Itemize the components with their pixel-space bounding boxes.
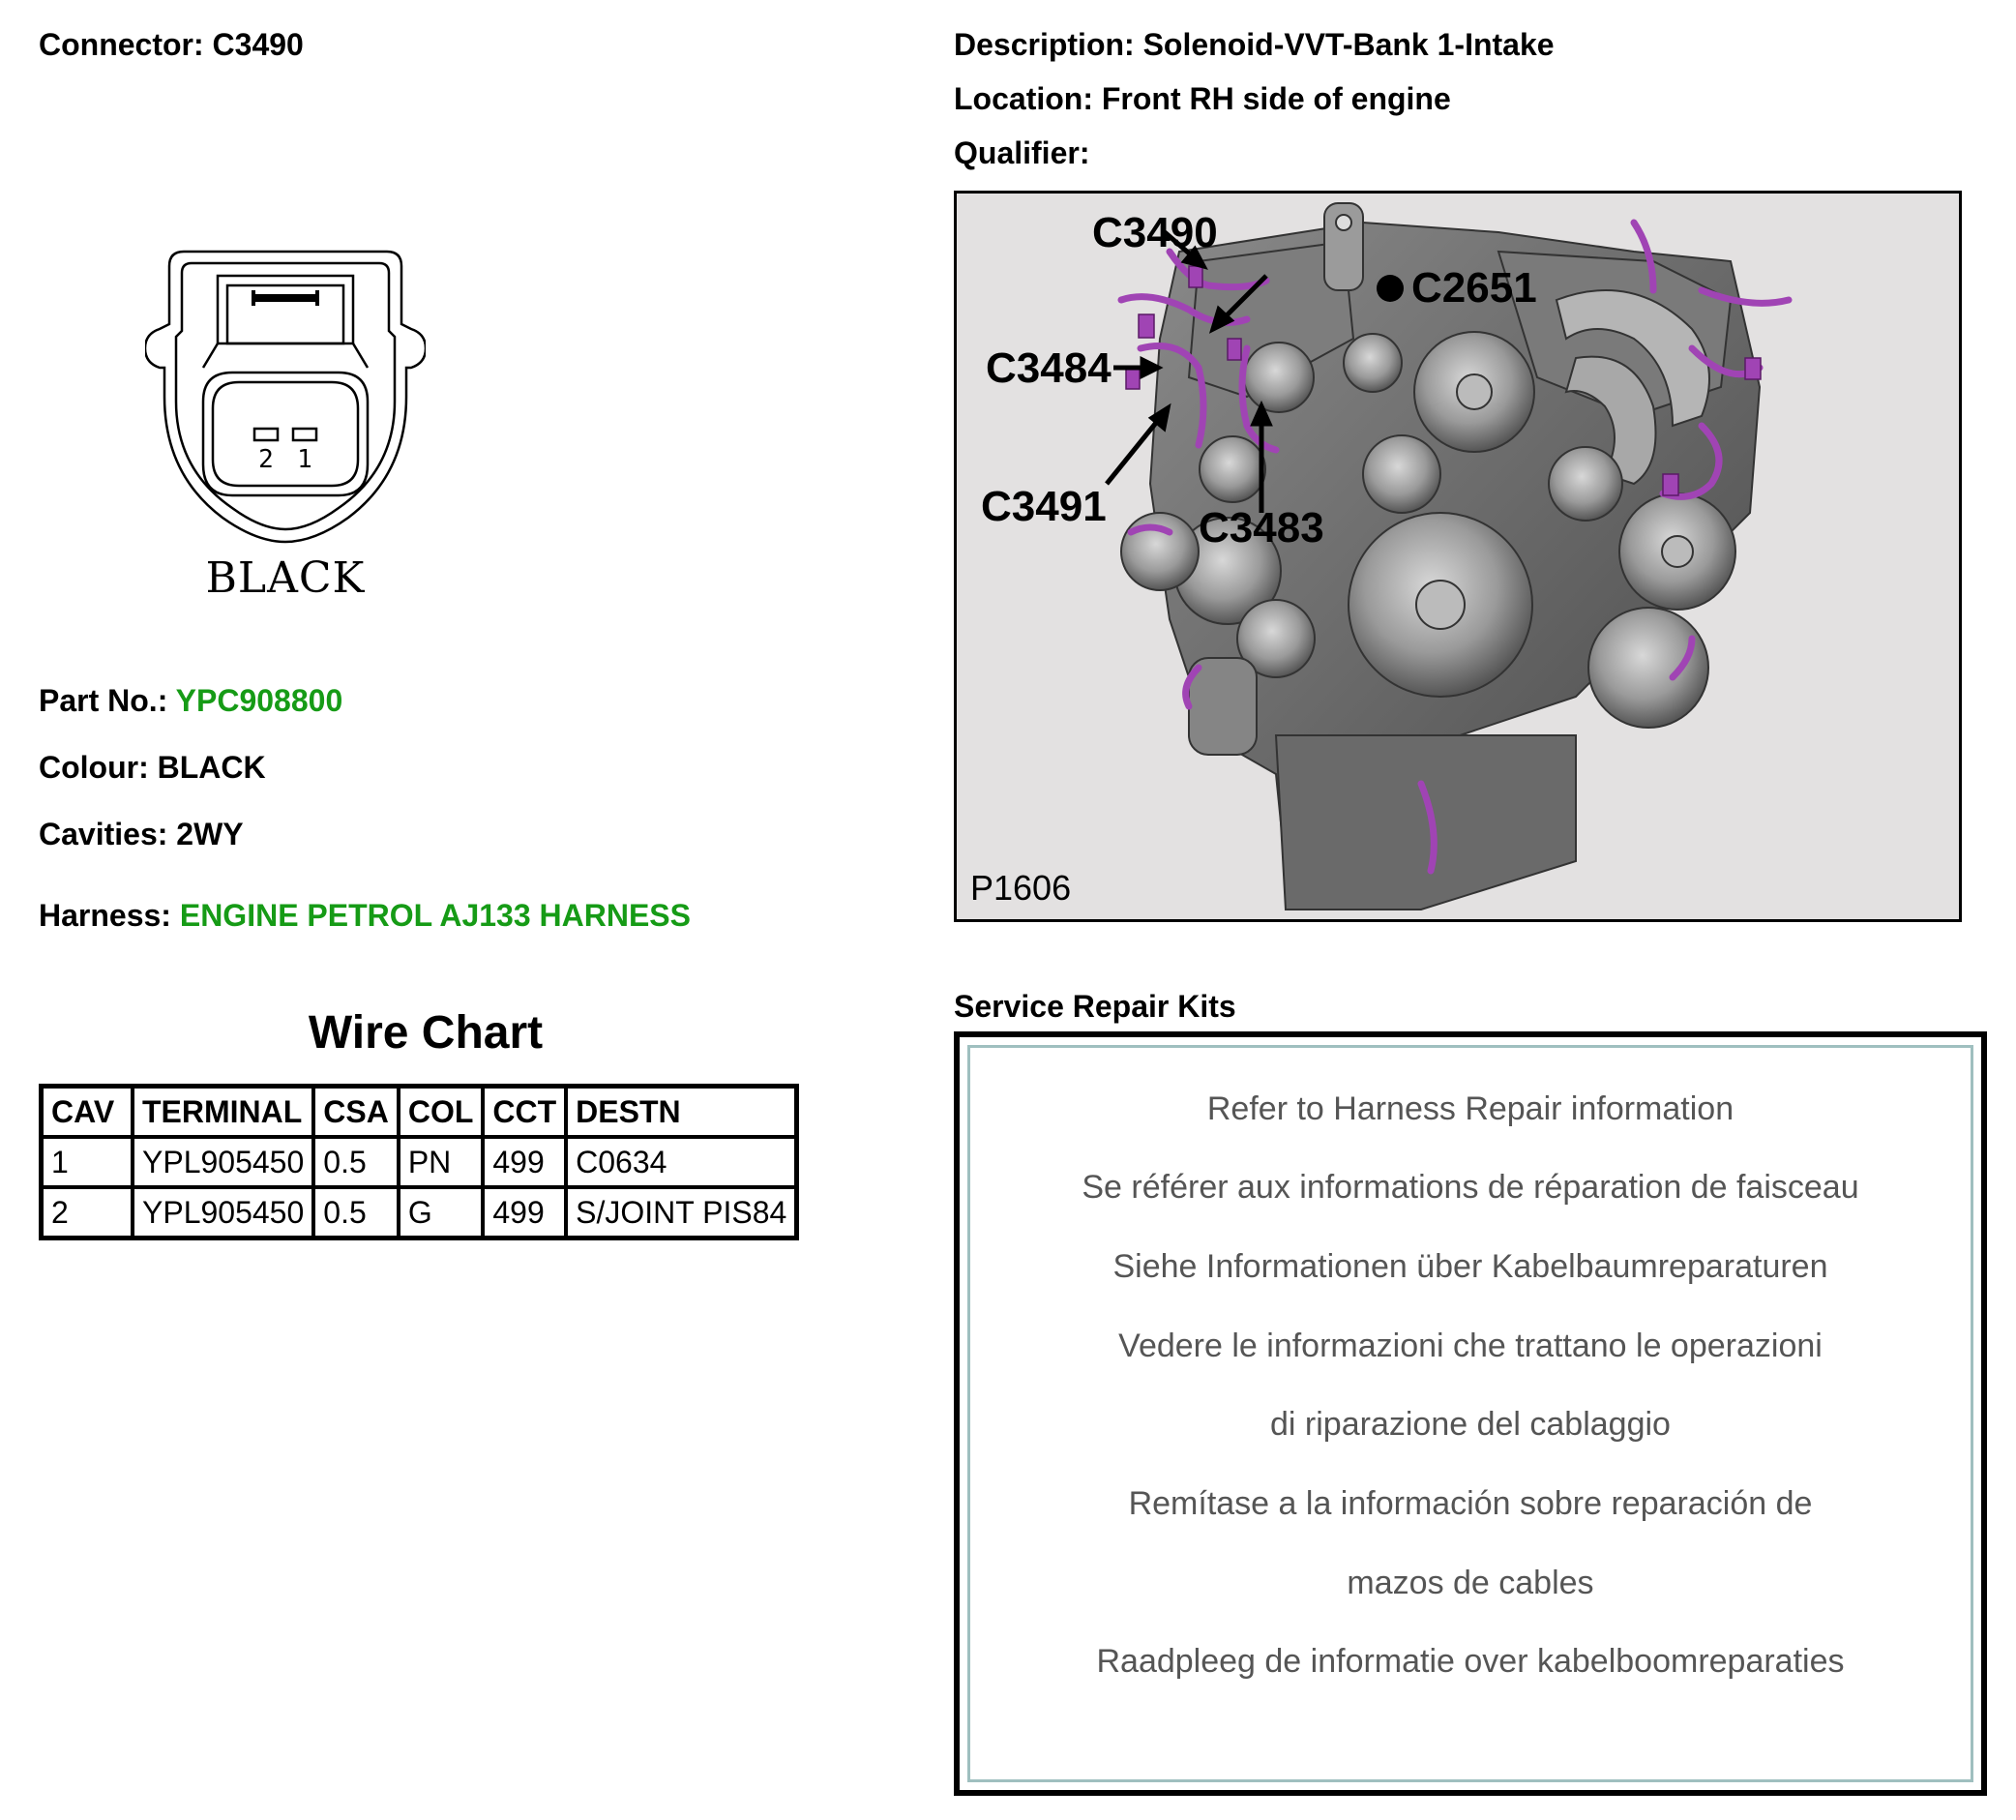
description-value: Solenoid-VVT-Bank 1-Intake	[1142, 27, 1555, 62]
cell-csa: 0.5	[313, 1137, 399, 1187]
cell-destn[interactable]: S/JOINT PIS84	[566, 1187, 797, 1238]
table-row	[42, 1137, 797, 1187]
wire-chart-title: Wire Chart	[308, 1007, 544, 1059]
colour-field	[39, 750, 266, 786]
callout-c3491: C3491	[981, 483, 1107, 530]
callout-c3490: C3490	[1092, 209, 1218, 256]
part-no-field	[39, 683, 342, 719]
figure-id-label: P1606	[970, 868, 1072, 908]
col-col: COL	[399, 1087, 484, 1138]
cavities-value: 2WY	[176, 817, 244, 851]
wire-chart-header-row	[42, 1087, 797, 1138]
cell-destn[interactable]: C0634	[566, 1137, 797, 1187]
cell-terminal: YPL905450	[133, 1187, 313, 1238]
cavities-field	[39, 817, 244, 852]
wire-chart-table	[39, 1084, 799, 1240]
cavities-label: Cavities:	[39, 817, 168, 851]
colour-label: Colour:	[39, 750, 149, 785]
srk-line-it-1: Vedere le informazioni che trattano le operazioni	[1118, 1328, 1823, 1364]
cell-csa: 0.5	[313, 1187, 399, 1238]
pin-label-2: 2	[258, 445, 274, 474]
col-cav: CAV	[42, 1087, 133, 1138]
part-no-link[interactable]: YPC908800	[175, 683, 343, 718]
col-destn: DESTN	[566, 1087, 797, 1138]
srk-line-es-1: Remítase a la información sobre reparación de	[1128, 1485, 1813, 1522]
srk-line-de: Siehe Informationen über Kabelbaumreparaturen	[1112, 1248, 1828, 1285]
location-field	[954, 81, 1451, 117]
engine-illustration	[957, 194, 1959, 919]
engine-location-image	[954, 191, 1962, 922]
cell-cct: 499	[483, 1137, 566, 1187]
cell-cct: 499	[483, 1187, 566, 1238]
cell-col: PN	[399, 1137, 484, 1187]
callout-c2651: C2651	[1411, 264, 1537, 312]
service-repair-kits-box	[954, 1031, 1987, 1796]
connector-label: Connector:	[39, 27, 204, 62]
harness-label: Harness:	[39, 898, 171, 933]
srk-line-nl: Raadpleeg de informatie over kabelboomreparaties	[1096, 1643, 1845, 1680]
location-label: Location:	[954, 81, 1093, 116]
colour-value: BLACK	[157, 750, 266, 785]
cell-col: G	[399, 1187, 484, 1238]
part-no-label: Part No.:	[39, 683, 168, 718]
col-cct: CCT	[483, 1087, 566, 1138]
srk-line-es-2: mazos de cables	[1347, 1565, 1594, 1601]
pin-label-1: 1	[297, 445, 312, 474]
srk-line-en: Refer to Harness Repair information	[1206, 1090, 1734, 1127]
qualifier-field	[954, 135, 1089, 171]
cell-terminal: YPL905450	[133, 1137, 313, 1187]
callout-c3483: C3483	[1199, 504, 1324, 552]
bullet-dot-icon	[1377, 275, 1404, 302]
harness-field	[39, 898, 691, 934]
cell-cav: 2	[42, 1187, 133, 1238]
col-csa: CSA	[313, 1087, 399, 1138]
connector-face-diagram	[145, 242, 426, 561]
service-repair-kits-inner	[967, 1045, 1973, 1782]
cell-cav: 1	[42, 1137, 133, 1187]
location-value: Front RH side of engine	[1101, 81, 1451, 116]
srk-line-fr: Se référer aux informations de réparation de faisceau	[1082, 1169, 1859, 1206]
callout-c3484: C3484	[986, 344, 1112, 392]
connector-value: C3490	[212, 27, 304, 62]
qualifier-label: Qualifier:	[954, 135, 1090, 170]
srk-line-it-2: di riparazione del cablaggio	[1270, 1406, 1671, 1443]
col-terminal: TERMINAL	[133, 1087, 313, 1138]
table-row	[42, 1187, 797, 1238]
service-repair-kits-title: Service Repair Kits	[954, 989, 1236, 1024]
description-label: Description:	[954, 27, 1135, 62]
harness-link[interactable]: ENGINE PETROL AJ133 HARNESS	[179, 898, 691, 933]
connector-field	[39, 27, 304, 63]
description-field	[954, 27, 1555, 63]
connector-colour-label: BLACK	[205, 553, 366, 603]
